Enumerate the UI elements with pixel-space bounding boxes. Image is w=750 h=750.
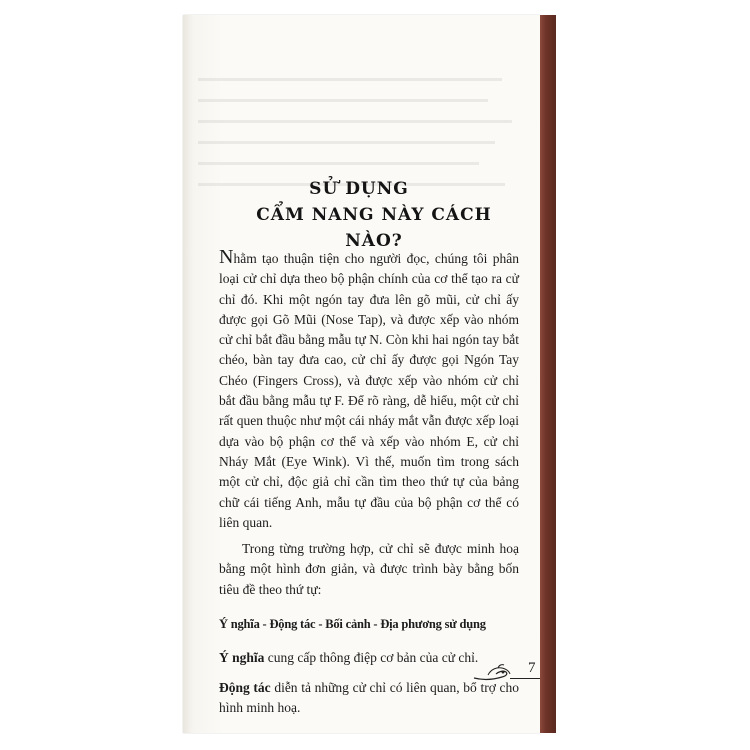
paragraph-1-text: hằm tạo thuận tiện cho người đọc, chúng tôi phân loại cử chỉ dựa theo bộ phận chính của cơ thể tạo ra cử chỉ đó. Khi một ngón tay đưa lên gõ mũi, cử chỉ ấy được gọi Gõ Mũi (Nose Tap), và được xếp vào nhóm cử chỉ bắt đầu bằng mẫu tự N. Còn khi hai ngón tay bắt chéo, bàn tay đưa cao, cử chỉ ấy được gọi Ngón Tay Chéo (Fingers Cross), và được xếp vào nhóm cử chỉ bắt đầu bằng mẫu tự F. Để rõ ràng, dễ hiểu, một cử chỉ rất quen thuộc như một cái nháy mắt vẫn được xếp loại dựa vào bộ phận cơ thể và xếp vào nhóm E, cử chỉ Nháy Mắt (Eye Wink). Vì thế, muốn tìm trong sách một cử chỉ, độc giả chỉ cần tìm theo thứ tự của bảng chữ cái tiếng Anh, mẫu tự đầu của bộ phận cơ thể có liên quan.: [219, 251, 519, 530]
drop-cap: N: [219, 246, 234, 268]
page-edge: [540, 15, 556, 733]
definition-term: Động tác: [219, 679, 271, 695]
definition-term: Ý nghĩa: [219, 650, 265, 666]
fields-line: Ý nghĩa - Động tác - Bối cảnh - Địa phương sử dụng: [219, 617, 486, 632]
definition-action: [219, 678, 519, 719]
definition-text: cung cấp thông điệp cơ bản của cử chỉ.: [264, 650, 479, 666]
heading-line-2: CẨM NANG NÀY CÁCH NÀO?: [256, 205, 492, 251]
page-number: 7: [528, 660, 536, 676]
heading-line-1: SỬ DỤNG: [309, 179, 409, 199]
body-text: [219, 247, 519, 718]
definition-text: diễn tả những cử chỉ có liên quan, bổ trợ cho hình minh hoạ.: [219, 679, 519, 715]
paragraph-1: [219, 247, 519, 533]
section-heading: [220, 176, 510, 254]
paragraph-2: Trong từng trường hợp, cử chỉ sẽ được minh hoạ bằng một hình đơn giản, và được trình bày bằng bốn tiêu đề theo thứ tự:: [219, 541, 519, 597]
